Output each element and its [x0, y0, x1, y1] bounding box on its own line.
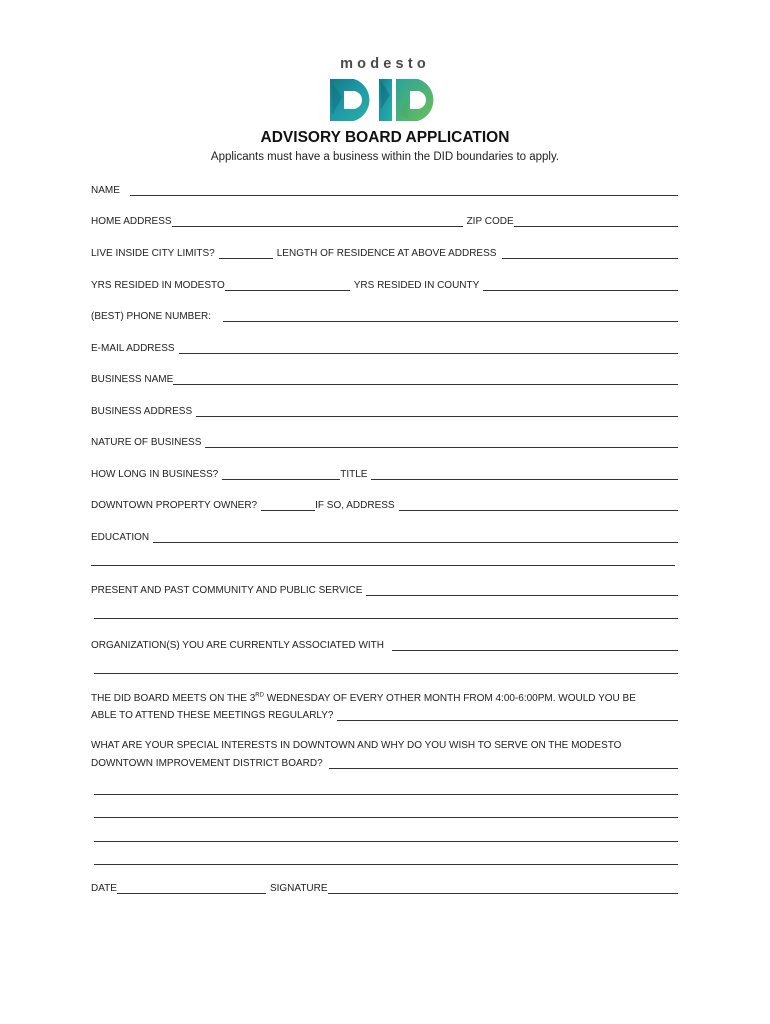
- logo-wordmark: modesto: [340, 56, 430, 72]
- length-residence-field[interactable]: [502, 247, 678, 259]
- community-service-field-2[interactable]: [94, 607, 678, 619]
- if-so-address-field[interactable]: [399, 499, 678, 511]
- education-field-2[interactable]: [91, 554, 675, 566]
- organizations-row: [91, 638, 678, 652]
- email-field[interactable]: [179, 342, 678, 354]
- name-field[interactable]: [130, 184, 678, 196]
- community-service-row-2: [94, 606, 678, 620]
- organizations-row-2: [94, 661, 678, 675]
- business-address-row: [91, 404, 678, 418]
- home-address-field[interactable]: [172, 215, 463, 227]
- zip-code-field[interactable]: [514, 215, 678, 227]
- city-limits-label: LIVE INSIDE CITY LIMITS?: [91, 248, 215, 259]
- nature-business-field[interactable]: [205, 436, 678, 448]
- home-address-row: [91, 214, 678, 228]
- interests-answer-field-5[interactable]: [94, 853, 678, 865]
- interests-row: [91, 756, 678, 770]
- name-label: NAME: [91, 185, 120, 196]
- interests-row-4: [94, 829, 678, 843]
- date-signature-row: [91, 881, 678, 895]
- yrs-county-label: YRS RESIDED IN COUNTY: [353, 280, 480, 291]
- education-row-2: [91, 553, 675, 567]
- interests-answer-field-4[interactable]: [94, 830, 678, 842]
- interests-row-2: [94, 782, 678, 796]
- title-field[interactable]: [371, 468, 678, 480]
- organizations-field[interactable]: [392, 639, 678, 651]
- date-label: DATE: [91, 883, 117, 894]
- zip-code-label: ZIP CODE: [466, 216, 514, 227]
- interests-answer-field-3[interactable]: [94, 806, 678, 818]
- interests-answer-field[interactable]: [329, 757, 678, 769]
- how-long-row: [91, 467, 678, 481]
- city-limits-field[interactable]: [219, 247, 273, 259]
- business-address-field[interactable]: [196, 405, 678, 417]
- property-owner-field[interactable]: [261, 499, 315, 511]
- home-address-label: HOME ADDRESS: [91, 216, 172, 227]
- interests-question-line2: DOWNTOWN IMPROVEMENT DISTRICT BOARD?: [91, 758, 323, 769]
- length-residence-label: LENGTH OF RESIDENCE AT ABOVE ADDRESS: [276, 248, 497, 259]
- interests-answer-field-2[interactable]: [94, 783, 678, 795]
- education-field[interactable]: [153, 531, 678, 543]
- meetings-row: [91, 708, 678, 722]
- community-service-field[interactable]: [366, 584, 678, 596]
- organizations-label: ORGANIZATION(S) YOU ARE CURRENTLY ASSOCIATED WITH: [91, 640, 384, 651]
- years-resided-row: [91, 278, 678, 292]
- community-service-label: PRESENT AND PAST COMMUNITY AND PUBLIC SERVICE: [91, 585, 363, 596]
- meetings-question-line1: THE DID BOARD MEETS ON THE 3RD WEDNESDAY OF EVERY OTHER MONTH FROM 4:00-6:00PM. WOULD YOU BE: [91, 692, 636, 704]
- education-row: [91, 530, 678, 544]
- how-long-field[interactable]: [222, 468, 340, 480]
- form-title: ADVISORY BOARD APPLICATION: [260, 129, 510, 146]
- date-field[interactable]: [117, 882, 266, 894]
- phone-row: [91, 309, 678, 323]
- meetings-question-line2: ABLE TO ATTEND THESE MEETINGS REGULARLY?: [91, 710, 334, 721]
- business-name-label: BUSINESS NAME: [91, 374, 174, 385]
- property-owner-label: DOWNTOWN PROPERTY OWNER?: [91, 500, 258, 511]
- how-long-label: HOW LONG IN BUSINESS?: [91, 469, 219, 480]
- business-address-label: BUSINESS ADDRESS: [91, 406, 193, 417]
- business-name-field[interactable]: [173, 373, 678, 385]
- yrs-modesto-label: YRS RESIDED IN MODESTO: [91, 280, 225, 291]
- did-logo-mark: [328, 75, 442, 123]
- phone-field[interactable]: [223, 310, 678, 322]
- property-owner-row: [91, 498, 678, 512]
- community-service-row: [91, 583, 678, 597]
- yrs-county-field[interactable]: [483, 279, 678, 291]
- yrs-modesto-field[interactable]: [225, 279, 350, 291]
- interests-row-3: [94, 805, 678, 819]
- phone-label: (BEST) PHONE NUMBER:: [91, 311, 212, 322]
- name-row: [91, 183, 678, 197]
- education-label: EDUCATION: [91, 532, 150, 543]
- form-subtitle: Applicants must have a business within the DID boundaries to apply.: [210, 151, 560, 163]
- interests-question-line1: WHAT ARE YOUR SPECIAL INTERESTS IN DOWNTOWN AND WHY DO YOU WISH TO SERVE ON THE MODESTO: [91, 740, 622, 751]
- city-limits-row: [91, 246, 678, 260]
- organizations-field-2[interactable]: [94, 662, 678, 674]
- interests-row-5: [94, 852, 678, 866]
- nature-business-label: NATURE OF BUSINESS: [91, 437, 202, 448]
- business-name-row: [91, 372, 678, 386]
- email-label: E-MAIL ADDRESS: [91, 343, 175, 354]
- modesto-did-logo: [326, 56, 444, 126]
- meetings-ordinal-suffix: RD: [255, 692, 264, 699]
- if-so-address-label: IF SO, ADDRESS: [315, 500, 395, 511]
- nature-business-row: [91, 435, 678, 449]
- email-row: [91, 341, 678, 355]
- signature-label: SIGNATURE: [269, 883, 328, 894]
- title-label: TITLE: [340, 469, 368, 480]
- meetings-answer-field[interactable]: [337, 709, 678, 721]
- signature-field[interactable]: [328, 882, 678, 894]
